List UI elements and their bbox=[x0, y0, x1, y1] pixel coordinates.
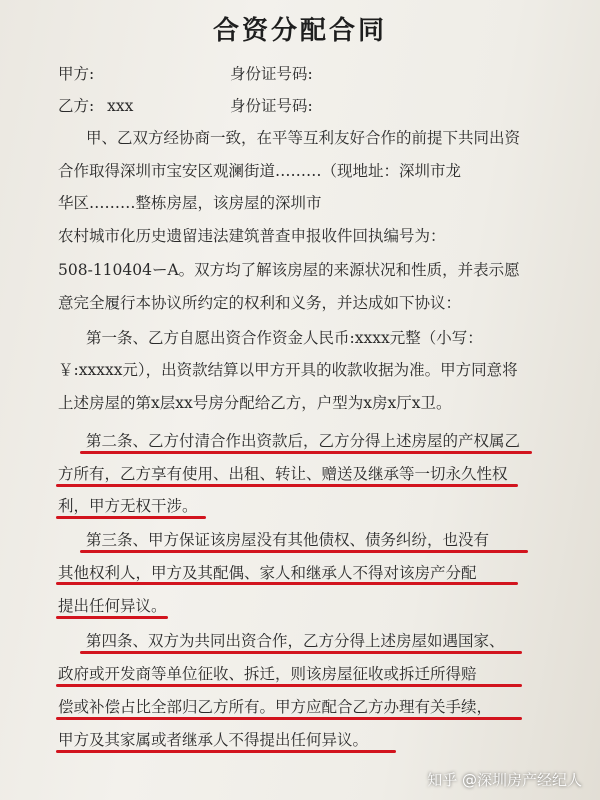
red-underline bbox=[80, 550, 528, 553]
red-underline bbox=[56, 516, 206, 519]
party-a-id-label: 身份证号码: bbox=[230, 65, 313, 83]
intro-line: 华区………整栋房屋，该房屋的深圳市 bbox=[58, 194, 322, 212]
article1-line: ￥:xxxxx元），出资款结算以甲方开具的收款收据为准。甲方同意将 bbox=[58, 361, 518, 379]
party-b-label: 乙方: bbox=[58, 97, 95, 115]
red-underline bbox=[56, 750, 396, 753]
red-underline bbox=[80, 651, 522, 654]
article1-line: 第一条、乙方自愿出资合作资金人民币:xxxx元整（小写： bbox=[86, 329, 483, 347]
document-title: 合资分配合同 bbox=[212, 16, 387, 46]
intro-line: 甲、乙双方经协商一致，在平等互利友好合作的前提下共同出资 bbox=[86, 129, 521, 147]
article1-line: 上述房屋的第x层xx号房分配给乙方，户型为x房x厅x卫。 bbox=[58, 394, 452, 412]
intro-line: 508-110404ーA。双方均了解该房屋的来源状况和性质，并表示愿 bbox=[58, 261, 520, 279]
red-underline bbox=[56, 484, 518, 487]
red-underline bbox=[80, 451, 532, 454]
article3-line: 其他权利人，甲方及其配偶、家人和继承人不得对该房产分配 bbox=[58, 564, 477, 582]
intro-line: 农村城市化历史遗留违法建筑普查申报收件回执编号为： bbox=[58, 227, 446, 245]
red-underline bbox=[56, 616, 168, 619]
article4-line: 偿或补偿占比全部归乙方所有。甲方应配合乙方办理有关手续， bbox=[58, 698, 493, 716]
party-a-label: 甲方: bbox=[58, 65, 95, 83]
article3-line: 第三条、甲方保证该房屋没有其他债权、债务纠纷，也没有 bbox=[86, 531, 490, 549]
article4-line: 政府或开发商等单位征收、拆迁，则该房屋征收或拆迁所得赔 bbox=[58, 665, 477, 683]
article2-line: 利，甲方无权干涉。 bbox=[58, 497, 198, 515]
article4-line: 第四条、双方为共同出资合作，乙方分得上述房屋如遇国家、 bbox=[86, 632, 505, 650]
party-a-row bbox=[58, 62, 554, 84]
article4-line: 甲方及其家属或者继承人不得提出任何异议。 bbox=[58, 731, 369, 749]
party-b-row bbox=[58, 94, 554, 116]
article3-line: 提出任何异议。 bbox=[58, 597, 167, 615]
red-underline bbox=[56, 582, 518, 585]
intro-line: 合作取得深圳市宝安区观澜街道………（现地址：深圳市龙 bbox=[58, 162, 462, 180]
intro-line: 意完全履行本协议所约定的权利和义务，并达成如下协议： bbox=[58, 294, 462, 312]
red-underline bbox=[56, 684, 522, 687]
article2-line: 方所有，乙方享有使用、出租、转让、赠送及继承等一切永久性权 bbox=[58, 465, 508, 483]
party-b-id-label: 身份证号码: bbox=[230, 97, 313, 115]
article2-line: 第二条、乙方付清合作出资款后，乙方分得上述房屋的产权属乙 bbox=[86, 432, 521, 450]
watermark-text: 知乎 @深圳房产经纪人 bbox=[427, 771, 582, 789]
red-underline bbox=[56, 717, 522, 720]
party-b-value: xxx bbox=[107, 97, 134, 115]
